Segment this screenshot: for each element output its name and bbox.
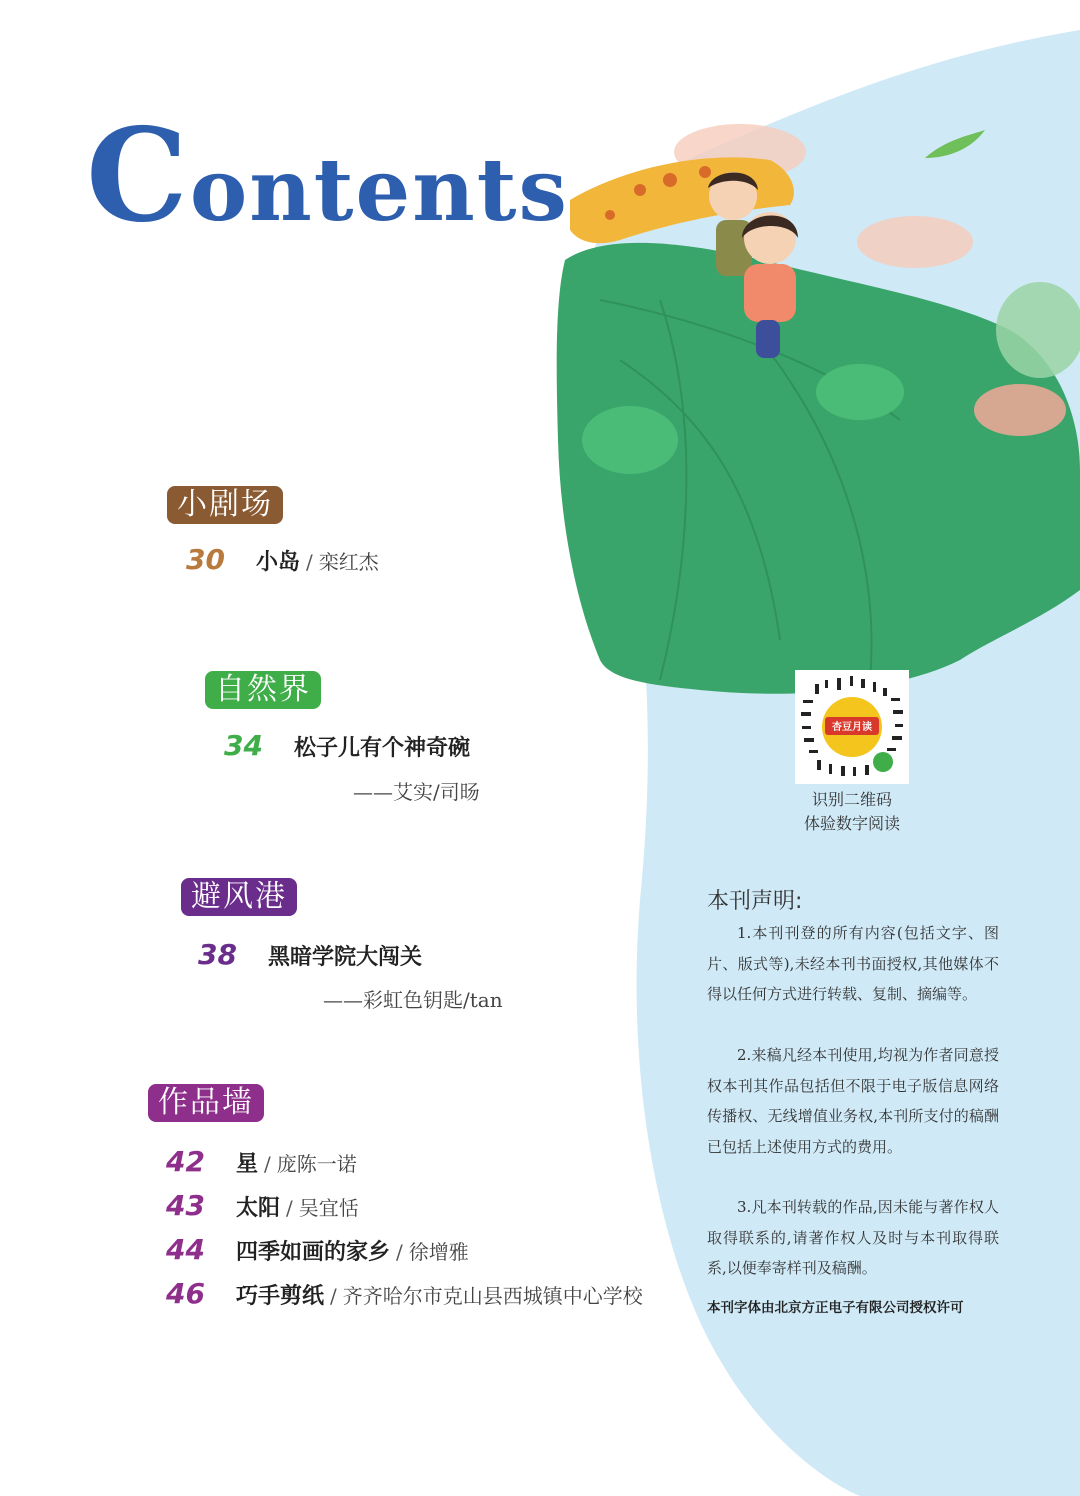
qr-code-icon[interactable] [795, 670, 909, 784]
toc-entry[interactable]: 46 巧手剪纸 / 齐齐哈尔市克山县西城镇中心学校 [166, 1277, 643, 1310]
contents-title: Contents [86, 101, 569, 251]
toc-entry-byline: ——彩虹色钥匙/tan [323, 988, 503, 1012]
section-label-harbor: 避风港 [181, 878, 297, 916]
toc-entry[interactable]: 38 黑暗学院大闯关 [198, 938, 423, 971]
toc-entry-byline: ——艾实/司旸 [353, 780, 480, 804]
section-label-theater: 小剧场 [167, 486, 283, 524]
statement-paragraph: 3.凡本刊转载的作品,因未能与著作权人取得联系的,请著作权人及时与本刊取得联系,以便奉寄样刊及稿酬。 [707, 1198, 999, 1277]
toc-entry[interactable]: 34 松子儿有个神奇碗 [224, 729, 471, 762]
statement-heading: 本刊声明: [707, 889, 803, 914]
toc-entry[interactable]: 30 小岛 / 栾红杰 [186, 543, 379, 576]
qr-logo-text: 杏豆月读 [832, 722, 872, 733]
toc-entry[interactable]: 44 四季如画的家乡 / 徐增雅 [166, 1233, 469, 1266]
statement-paragraph: 1.本刊刊登的所有内容(包括文字、图片、版式等),未经本刊书面授权,其他媒体不得以任何方式进行转载、复制、摘编等。 [707, 924, 999, 1003]
section-label-nature: 自然界 [205, 671, 321, 709]
section-label-works: 作品墙 [148, 1084, 264, 1122]
toc-entry[interactable]: 42 星 / 庞陈一诺 [166, 1145, 357, 1178]
qr-caption: 识别二维码 体验数字阅读 [803, 790, 900, 833]
toc-entry[interactable]: 43 太阳 / 吴宜恬 [166, 1189, 359, 1222]
font-license-note: 本刊字体由北京方正电子有限公司授权许可 [707, 1300, 964, 1316]
statement-paragraph: 2.来稿凡经本刊使用,均视为作者同意授权本刊其作品包括但不限于电子版信息网络传播权、无线增值业务权,本刊所支付的稿酬已包括上述使用方式的费用。 [707, 1046, 999, 1156]
